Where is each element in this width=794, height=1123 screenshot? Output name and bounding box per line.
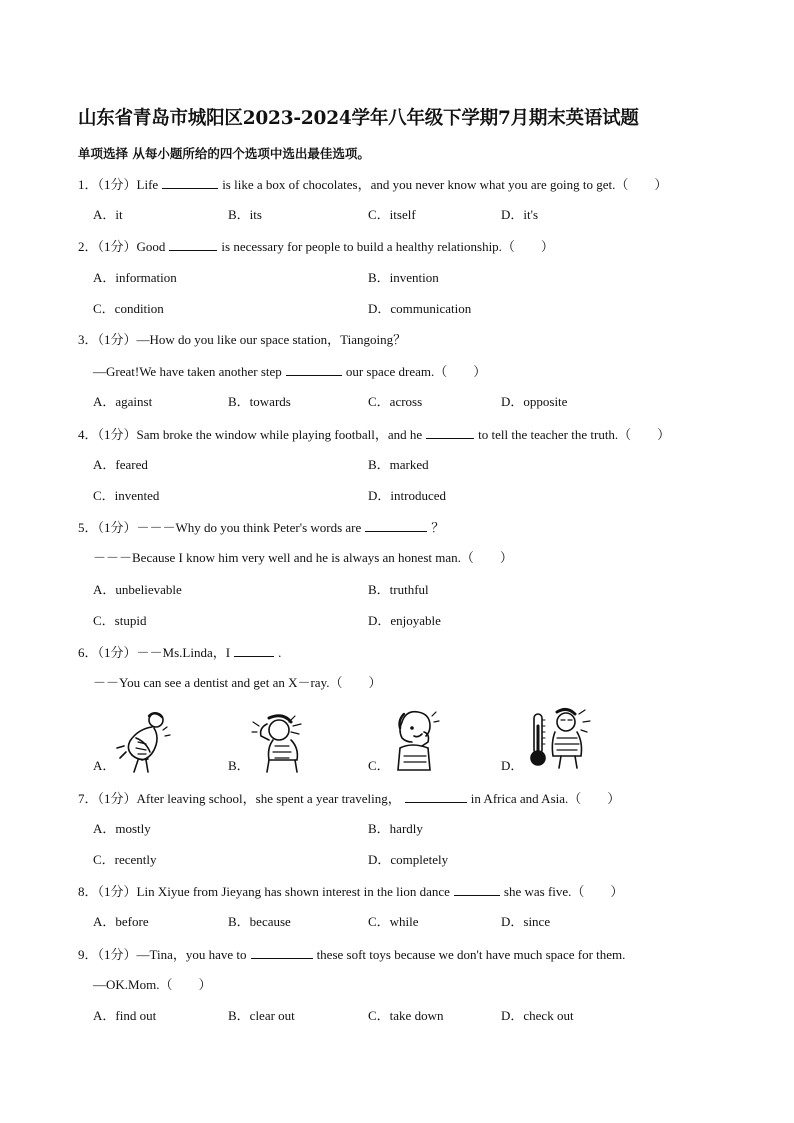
question-1-option-b: B．its [228,207,262,222]
question-6-response: －－You can see a dentist and get an X－ray.（ ） [93,675,382,690]
question-2-option-b: B．invention [368,270,439,285]
answer-blank [169,238,217,251]
question-4-option-b: B．marked [368,457,429,472]
question-8-stem: 8．（1分）Lin Xiyue from Jieyang has shown interest in the lion dance she was five.（ ） [78,884,624,899]
question-5-option-b: B．truthful [368,582,429,597]
question-5-option-c: C．stupid [93,613,147,628]
question-7-option-a: A．mostly [93,821,151,836]
question-5-option-a: A．unbelievable [93,582,182,597]
question-9-stem: 9．（1分）—Tina，you have to these soft toys because we don't have much space for them. [78,947,626,962]
question-4-stem: 4．（1分）Sam broke the window while playing football，and he to tell the teacher the truth.（ ） [78,427,671,442]
question-3-stem: 3．（1分）—How do you like our space station，Tiangoing？ [78,332,407,347]
question-3-option-c: C．across [368,394,423,409]
answer-blank [454,883,500,896]
question-6-stem: 6．（1分）－－Ms.Linda，I . [78,645,282,660]
question-6-option-a: A． [93,758,116,773]
question-8-option-a: A．before [93,914,149,929]
answer-blank [162,176,218,189]
answer-blank [234,644,274,657]
question-1-option-a: A．it [93,207,123,222]
question-3-option-a: A．against [93,394,153,409]
question-1-stem: 1．（1分）Life is like a box of chocolates，and you never know what you are going to get.（ ） [78,177,668,192]
answer-blank [426,426,474,439]
question-8-option-b: B．because [228,914,291,929]
question-3-option-b: B．towards [228,394,291,409]
answer-blank [365,519,427,532]
page-title: 山东省青岛市城阳区2023-2024学年八年级下学期7月期末英语试题 [78,108,639,129]
question-1-option-d: D．it's [501,207,539,222]
question-7-stem: 7．（1分）After leaving school，she spent a year traveling， in Africa and Asia.（ ） [78,791,621,806]
question-2-option-d: D．communication [368,301,472,316]
question-3-response: —Great!We have taken another step our space dream.（ ） [93,364,487,379]
question-5-response: －－－Because I know him very well and he is always an honest man.（ ） [93,550,513,565]
question-9-response: —OK.Mom.（ ） [93,977,212,992]
toothache-figure-icon [390,708,440,772]
stomachache-figure-icon [116,708,176,774]
question-5-stem: 5．（1分）－－－Why do you think Peter's words are ？ [78,520,445,535]
question-8-option-d: D．since [501,914,551,929]
headache-figure-icon [251,712,309,774]
answer-blank [405,790,467,803]
question-8-option-c: C．while [368,914,419,929]
fever-figure-icon [525,706,595,772]
question-6-option-b: B． [228,758,250,773]
question-3-option-d: D．opposite [501,394,568,409]
question-1-option-c: C．itself [368,207,416,222]
question-7-option-d: D．completely [368,852,449,867]
answer-blank [251,946,313,959]
question-2-stem: 2．（1分）Good is necessary for people to build a healthy relationship.（ ） [78,239,554,254]
question-4-option-c: C．invented [93,488,160,503]
question-7-option-b: B．hardly [368,821,423,836]
question-9-option-b: B．clear out [228,1008,295,1023]
question-4-option-d: D．introduced [368,488,446,503]
question-7-option-c: C．recently [93,852,157,867]
question-6-option-c: C． [368,758,390,773]
question-9-option-d: D．check out [501,1008,574,1023]
question-4-option-a: A．feared [93,457,148,472]
question-9-option-c: C．take down [368,1008,444,1023]
question-9-option-a: A．find out [93,1008,157,1023]
question-2-option-a: A．information [93,270,177,285]
section-instruction: 单项选择 从每小题所给的四个选项中选出最佳选项。 [78,146,370,161]
question-5-option-d: D．enjoyable [368,613,441,628]
question-2-option-c: C．condition [93,301,164,316]
question-6-option-d: D． [501,758,524,773]
answer-blank [286,363,342,376]
